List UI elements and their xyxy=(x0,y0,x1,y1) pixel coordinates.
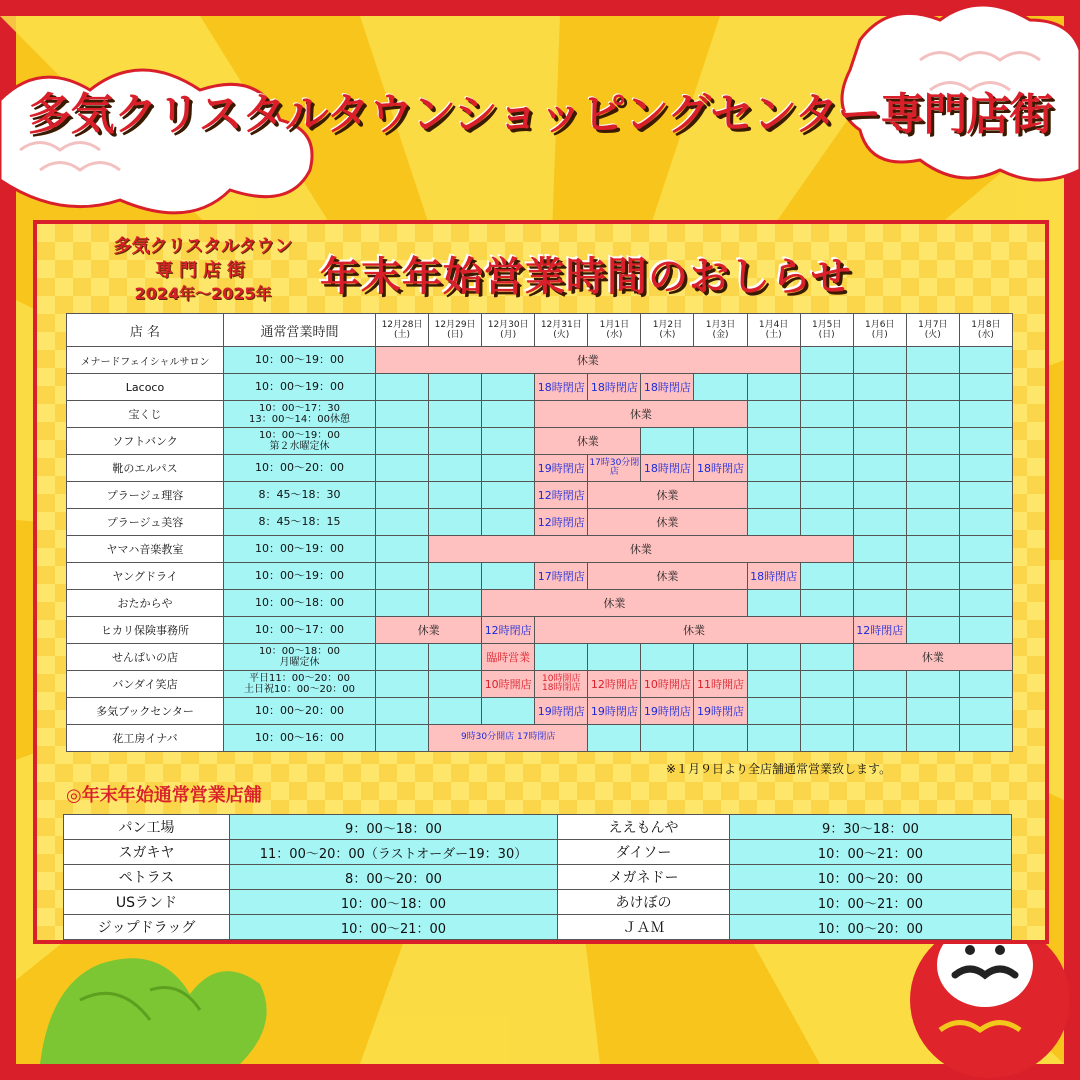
hours-line: 10：00～19：00 xyxy=(259,430,340,441)
date-header-2 xyxy=(482,314,535,347)
store-hours: 9：30～18：00 xyxy=(730,815,1012,840)
normal-day-cell xyxy=(906,590,959,617)
regular-hours xyxy=(224,455,376,482)
regular-hours xyxy=(224,698,376,725)
normal-day-cell xyxy=(376,374,429,401)
normal-day-cell xyxy=(959,536,1012,563)
special-hours-cell: 19時閉店 xyxy=(641,698,694,725)
normal-hours-row xyxy=(64,865,1012,890)
hours-line: 10：00～18：00 xyxy=(255,595,344,609)
date-header-4 xyxy=(588,314,641,347)
date-label: 12月29日 xyxy=(434,319,476,330)
header-title: 多気クリスタルタウンショッピングセンター専門店街 xyxy=(27,89,1053,140)
store-name: プラージュ美容 xyxy=(67,509,224,536)
store-name: 靴のエルパス xyxy=(67,455,224,482)
closed-cell: 休業 xyxy=(482,590,747,617)
special-hours-cell: 10時開店 18時閉店 xyxy=(535,671,588,698)
normal-day-cell xyxy=(800,428,853,455)
date-label: 12月31日 xyxy=(540,319,582,330)
normal-day-cell xyxy=(906,428,959,455)
date-header-1 xyxy=(429,314,482,347)
special-hours-cell: 18時閉店 xyxy=(588,374,641,401)
store-name: ヒカリ保険事務所 xyxy=(67,617,224,644)
normal-day-cell xyxy=(376,644,429,671)
normal-day-cell xyxy=(535,644,588,671)
date-header-0 xyxy=(376,314,429,347)
normal-day-cell xyxy=(482,455,535,482)
normal-day-cell xyxy=(747,725,800,752)
schedule-row xyxy=(67,428,1013,455)
special-hours-cell: 19時閉店 xyxy=(694,698,747,725)
schedule-header-row xyxy=(67,314,1013,347)
hours-line: 10：00～17：00 xyxy=(255,622,344,636)
normal-day-cell xyxy=(376,563,429,590)
special-hours-cell: 12時閉店 xyxy=(535,482,588,509)
normal-day-cell xyxy=(853,455,906,482)
normal-day-cell xyxy=(694,374,747,401)
special-hours-cell: 臨時営業 xyxy=(482,644,535,671)
regular-hours xyxy=(224,536,376,563)
store-name: ヤマハ音楽教室 xyxy=(67,536,224,563)
normal-day-cell xyxy=(959,482,1012,509)
store-name: メナードフェイシャルサロン xyxy=(67,347,224,374)
weekday-label: (土) xyxy=(394,330,411,340)
normal-day-cell xyxy=(906,374,959,401)
normal-day-cell xyxy=(482,482,535,509)
normal-day-cell xyxy=(376,509,429,536)
date-header-5 xyxy=(641,314,694,347)
special-hours-cell: 17時30分閉店 xyxy=(588,455,641,482)
normal-day-cell xyxy=(747,698,800,725)
weekday-label: (日) xyxy=(818,330,835,340)
special-hours-cell: 18時閉店 xyxy=(694,455,747,482)
store-hours: 10：00～21：00 xyxy=(730,890,1012,915)
store-name: 多気ブックセンター xyxy=(67,698,224,725)
normal-day-cell xyxy=(800,374,853,401)
normal-day-cell xyxy=(376,725,429,752)
normal-day-cell xyxy=(959,698,1012,725)
normal-day-cell xyxy=(906,617,959,644)
regular-hours xyxy=(224,644,376,671)
hours-column-header: 通常営業時間 xyxy=(224,314,376,347)
normal-day-cell xyxy=(376,401,429,428)
hours-line: 10：00～16：00 xyxy=(255,730,344,744)
store-name: おたからや xyxy=(67,590,224,617)
store-name: あけぼの xyxy=(558,890,730,915)
normal-day-cell xyxy=(959,509,1012,536)
normal-day-cell xyxy=(959,401,1012,428)
closed-cell: 休業 xyxy=(535,401,747,428)
closed-cell: 休業 xyxy=(535,428,641,455)
normal-day-cell xyxy=(906,563,959,590)
normal-day-cell xyxy=(376,698,429,725)
normal-hours-row xyxy=(64,840,1012,865)
special-hours-cell: 17時閉店 xyxy=(535,563,588,590)
store-name: Lacoco xyxy=(67,374,224,401)
date-header-6 xyxy=(694,314,747,347)
date-label: 1月2日 xyxy=(652,319,683,330)
special-hours-cell: 12時閉店 xyxy=(535,509,588,536)
regular-hours xyxy=(224,482,376,509)
normal-day-cell xyxy=(853,374,906,401)
special-hours-cell: 19時閉店 xyxy=(588,698,641,725)
normal-day-cell xyxy=(853,428,906,455)
normal-day-cell xyxy=(429,698,482,725)
normal-day-cell xyxy=(747,374,800,401)
store-name: メガネドー xyxy=(558,865,730,890)
regular-hours xyxy=(224,563,376,590)
normal-day-cell xyxy=(853,671,906,698)
date-header-10 xyxy=(906,314,959,347)
normal-day-cell xyxy=(376,590,429,617)
closed-cell: 休業 xyxy=(429,536,854,563)
normal-day-cell xyxy=(747,482,800,509)
weekday-label: (土) xyxy=(765,330,782,340)
store-name: ソフトバンク xyxy=(67,428,224,455)
hours-line: 平日11：00～20：00 xyxy=(249,673,350,684)
normal-hours-row xyxy=(64,890,1012,915)
date-label: 1月8日 xyxy=(971,319,1001,330)
normal-day-cell xyxy=(694,428,747,455)
weekday-label: (金) xyxy=(712,330,729,340)
normal-day-cell xyxy=(906,536,959,563)
regular-hours xyxy=(224,428,376,455)
hours-line: 8：45～18：15 xyxy=(258,514,341,528)
normal-day-cell xyxy=(800,725,853,752)
closed-cell: 休業 xyxy=(535,617,853,644)
store-name: ダイソー xyxy=(558,840,730,865)
normal-day-cell xyxy=(429,590,482,617)
normal-day-cell xyxy=(959,428,1012,455)
special-hours-cell: 19時閉店 xyxy=(535,698,588,725)
schedule-row xyxy=(67,671,1013,698)
board-subtitle-shops: 専門店街 xyxy=(155,260,251,281)
store-column-header: 店 名 xyxy=(67,314,224,347)
schedule-row xyxy=(67,347,1013,374)
store-name: ペトラス xyxy=(64,865,230,890)
normal-day-cell xyxy=(482,401,535,428)
normal-day-cell xyxy=(641,428,694,455)
special-hours-cell: 9時30分開店 17時閉店 xyxy=(429,725,588,752)
regular-hours xyxy=(224,617,376,644)
store-name: USランド xyxy=(64,890,230,915)
normal-day-cell xyxy=(853,401,906,428)
normal-day-cell xyxy=(959,374,1012,401)
normal-day-cell xyxy=(429,563,482,590)
store-hours: 10：00～18：00 xyxy=(230,890,558,915)
normal-day-cell xyxy=(588,725,641,752)
weekday-label: (日) xyxy=(447,330,464,340)
store-hours: 11：00～20：00（ラストオーダー19：30） xyxy=(230,840,558,865)
normal-day-cell xyxy=(429,482,482,509)
closed-cell: 休業 xyxy=(588,563,747,590)
date-label: 12月30日 xyxy=(487,319,529,330)
regular-hours xyxy=(224,374,376,401)
date-header-9 xyxy=(853,314,906,347)
schedule-row xyxy=(67,617,1013,644)
store-hours: 10：00～21：00 xyxy=(230,915,558,940)
normal-day-cell xyxy=(482,509,535,536)
normal-day-cell xyxy=(429,455,482,482)
hours-line: 10：00～19：00 xyxy=(255,379,344,393)
weekday-label: (火) xyxy=(553,330,570,340)
schedule-row xyxy=(67,590,1013,617)
store-name: プラージュ理容 xyxy=(67,482,224,509)
normal-day-cell xyxy=(800,644,853,671)
normal-day-cell xyxy=(906,347,959,374)
weekday-label: (火) xyxy=(924,330,941,340)
store-name: ヤングドライ xyxy=(67,563,224,590)
normal-day-cell xyxy=(747,509,800,536)
normal-day-cell xyxy=(800,347,853,374)
footnote: ※１月９日より全店舗通常営業致します。 xyxy=(666,762,892,776)
special-hours-cell: 10時開店 xyxy=(482,671,535,698)
normal-day-cell xyxy=(853,590,906,617)
normal-day-cell xyxy=(800,401,853,428)
schedule-row xyxy=(67,401,1013,428)
weekday-label: (木) xyxy=(659,330,676,340)
normal-day-cell xyxy=(853,563,906,590)
store-hours: 9：00～18：00 xyxy=(230,815,558,840)
normal-day-cell xyxy=(800,698,853,725)
weekday-label: (水) xyxy=(977,330,994,340)
hours-line: 10：00～19：00 xyxy=(255,541,344,555)
board-subtitle-mall: 多気クリスタルタウン xyxy=(113,236,293,257)
schedule-row xyxy=(67,644,1013,671)
normal-day-cell xyxy=(482,428,535,455)
hours-line: 10：00～19：00 xyxy=(255,568,344,582)
normal-day-cell xyxy=(800,563,853,590)
weekday-label: (月) xyxy=(500,330,517,340)
regular-hours xyxy=(224,401,376,428)
special-hours-cell: 18時閉店 xyxy=(641,455,694,482)
schedule-row xyxy=(67,482,1013,509)
daruma-icon xyxy=(910,922,1070,1078)
normal-hours-section-title: ◎年末年始通常営業店舗 xyxy=(66,785,262,806)
normal-hours-row xyxy=(64,815,1012,840)
normal-day-cell xyxy=(641,644,694,671)
normal-hours-table xyxy=(63,814,1012,940)
date-header-3 xyxy=(535,314,588,347)
closed-cell: 休業 xyxy=(376,347,801,374)
store-name: 宝くじ xyxy=(67,401,224,428)
closed-cell: 休業 xyxy=(588,482,747,509)
normal-day-cell xyxy=(376,671,429,698)
normal-day-cell xyxy=(747,644,800,671)
hours-line: 10：00～19：00 xyxy=(255,352,344,366)
store-name: ジップドラッグ xyxy=(64,915,230,940)
hours-line: 月曜定休 xyxy=(279,657,320,668)
schedule-row xyxy=(67,455,1013,482)
normal-day-cell xyxy=(482,698,535,725)
special-hours-cell: 18時閉店 xyxy=(535,374,588,401)
date-label: 1月6日 xyxy=(865,319,895,330)
schedule-row xyxy=(67,698,1013,725)
normal-hours-row xyxy=(64,915,1012,940)
special-hours-cell: 11時開店 xyxy=(694,671,747,698)
store-name: ええもんや xyxy=(558,815,730,840)
date-label: 12月28日 xyxy=(381,319,423,330)
normal-day-cell xyxy=(376,482,429,509)
board-subtitle-years: 2024年～2025年 xyxy=(134,284,272,303)
date-label: 1月1日 xyxy=(599,319,630,330)
store-hours: 10：00～21：00 xyxy=(730,840,1012,865)
closed-cell: 休業 xyxy=(376,617,482,644)
store-name: ＪＡＭ xyxy=(558,915,730,940)
special-hours-cell: 10時開店 xyxy=(641,671,694,698)
normal-day-cell xyxy=(906,401,959,428)
special-hours-cell: 12時閉店 xyxy=(853,617,906,644)
normal-day-cell xyxy=(641,725,694,752)
normal-day-cell xyxy=(429,401,482,428)
normal-day-cell xyxy=(959,590,1012,617)
normal-day-cell xyxy=(906,509,959,536)
hours-line: 13：00～14：00休憩 xyxy=(249,414,350,425)
date-header-8 xyxy=(800,314,853,347)
normal-day-cell xyxy=(429,509,482,536)
date-label: 1月3日 xyxy=(705,319,736,330)
date-label: 1月7日 xyxy=(918,319,948,330)
schedule-row xyxy=(67,374,1013,401)
store-name: 花工房イナバ xyxy=(67,725,224,752)
normal-day-cell xyxy=(853,698,906,725)
hours-line: 10：00～17：30 xyxy=(259,403,340,414)
normal-day-cell xyxy=(376,428,429,455)
normal-day-cell xyxy=(747,428,800,455)
hours-line: 8：45～18：30 xyxy=(258,487,341,501)
date-label: 1月4日 xyxy=(758,319,789,330)
normal-day-cell xyxy=(747,455,800,482)
store-name: パン工場 xyxy=(64,815,230,840)
date-header-7 xyxy=(747,314,800,347)
store-hours: 8：00～20：00 xyxy=(230,865,558,890)
normal-day-cell xyxy=(376,536,429,563)
hours-line: 10：00～20：00 xyxy=(255,703,344,717)
hours-line: 土日祝10：00～20：00 xyxy=(244,684,355,695)
normal-day-cell xyxy=(906,482,959,509)
store-name: せんぱいの店 xyxy=(67,644,224,671)
normal-day-cell xyxy=(959,563,1012,590)
normal-day-cell xyxy=(588,644,641,671)
schedule-row xyxy=(67,536,1013,563)
normal-day-cell xyxy=(747,401,800,428)
holiday-schedule-table xyxy=(66,313,1013,752)
closed-cell: 休業 xyxy=(853,644,1012,671)
normal-day-cell xyxy=(959,671,1012,698)
normal-day-cell xyxy=(959,617,1012,644)
regular-hours xyxy=(224,509,376,536)
special-hours-cell: 18時閉店 xyxy=(747,563,800,590)
special-hours-cell: 12時開店 xyxy=(588,671,641,698)
store-name: バンダイ笑店 xyxy=(67,671,224,698)
schedule-row xyxy=(67,509,1013,536)
store-hours: 10：00～20：00 xyxy=(730,915,1012,940)
normal-day-cell xyxy=(959,455,1012,482)
store-hours: 10：00～20：00 xyxy=(730,865,1012,890)
hours-line: 第２水曜定休 xyxy=(269,441,330,452)
normal-day-cell xyxy=(429,644,482,671)
normal-day-cell xyxy=(800,482,853,509)
normal-day-cell xyxy=(800,671,853,698)
weekday-label: (月) xyxy=(871,330,888,340)
store-name: スガキヤ xyxy=(64,840,230,865)
schedule-row xyxy=(67,563,1013,590)
normal-day-cell xyxy=(429,671,482,698)
normal-day-cell xyxy=(429,374,482,401)
normal-day-cell xyxy=(853,536,906,563)
normal-day-cell xyxy=(906,455,959,482)
normal-day-cell xyxy=(906,671,959,698)
special-hours-cell: 18時閉店 xyxy=(641,374,694,401)
normal-day-cell xyxy=(482,563,535,590)
regular-hours xyxy=(224,590,376,617)
normal-day-cell xyxy=(747,671,800,698)
hours-line: 10：00～20：00 xyxy=(255,460,344,474)
schedule-row xyxy=(67,725,1013,752)
date-header-11 xyxy=(959,314,1012,347)
normal-day-cell xyxy=(853,482,906,509)
normal-day-cell xyxy=(800,455,853,482)
normal-day-cell xyxy=(429,428,482,455)
closed-cell: 休業 xyxy=(588,509,747,536)
normal-day-cell xyxy=(694,644,747,671)
normal-day-cell xyxy=(800,590,853,617)
weekday-label: (水) xyxy=(606,330,623,340)
normal-day-cell xyxy=(694,725,747,752)
date-label: 1月5日 xyxy=(811,319,842,330)
normal-day-cell xyxy=(376,455,429,482)
special-hours-cell: 12時閉店 xyxy=(482,617,535,644)
normal-day-cell xyxy=(906,725,959,752)
special-hours-cell: 19時閉店 xyxy=(535,455,588,482)
normal-day-cell xyxy=(853,509,906,536)
normal-day-cell xyxy=(853,347,906,374)
normal-day-cell xyxy=(747,590,800,617)
regular-hours xyxy=(224,671,376,698)
normal-day-cell xyxy=(959,347,1012,374)
regular-hours xyxy=(224,725,376,752)
normal-day-cell xyxy=(482,374,535,401)
hours-line: 10：00～18：00 xyxy=(259,646,340,657)
normal-day-cell xyxy=(906,698,959,725)
normal-day-cell xyxy=(800,509,853,536)
normal-day-cell xyxy=(959,725,1012,752)
board-main-title: 年末年始営業時間のおしらせ xyxy=(320,254,852,300)
normal-day-cell xyxy=(853,725,906,752)
regular-hours xyxy=(224,347,376,374)
